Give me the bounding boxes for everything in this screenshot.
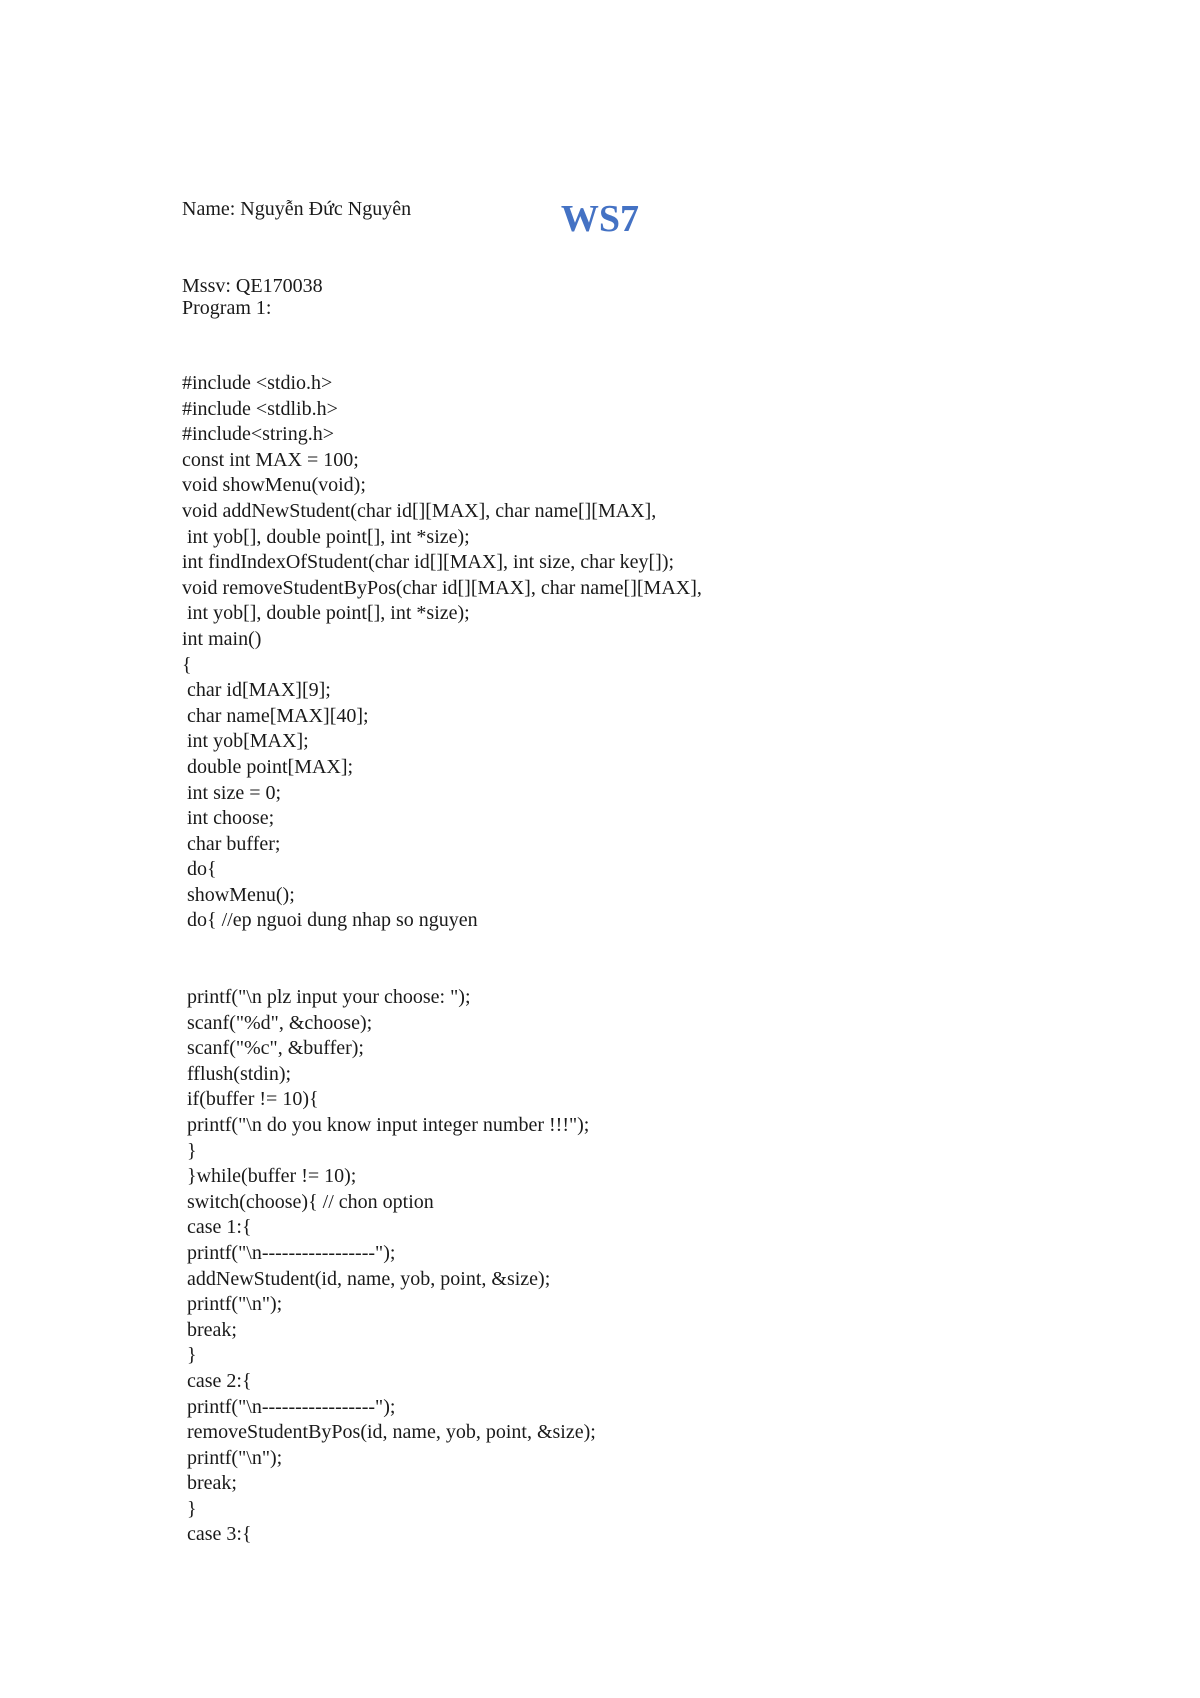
code-line: int main() (182, 627, 262, 650)
program-label: Program 1: (182, 297, 272, 319)
code-line: int yob[MAX]; (182, 730, 309, 753)
code-line: printf("\n-----------------"); (182, 1241, 396, 1264)
code-line: do{ //ep nguoi dung nhap so nguyen (182, 909, 478, 932)
code-line: scanf("%d", &choose); (182, 1011, 373, 1034)
code-line: switch(choose){ // chon option (182, 1190, 434, 1213)
code-line: #include <stdio.h> (182, 372, 333, 394)
code-line: printf("\n do you know input integer number !!!"); (182, 1113, 590, 1136)
code-line: char name[MAX][40]; (182, 704, 369, 727)
code-line: int choose; (182, 807, 275, 830)
code-line: #include<string.h> (182, 423, 334, 446)
code-block-part-2 (182, 985, 596, 1548)
student-id: Mssv: QE170038 (182, 274, 323, 297)
code-line: do{ (182, 858, 217, 881)
code-line: char buffer; (182, 832, 281, 855)
code-line: } (182, 1497, 197, 1520)
code-line: if(buffer != 10){ (182, 1088, 319, 1111)
code-block-part-1 (182, 371, 702, 934)
code-line: scanf("%c", &buffer); (182, 1037, 364, 1060)
code-line: addNewStudent(id, name, yob, point, &size); (182, 1267, 551, 1290)
code-line: case 3:{ (182, 1523, 252, 1546)
code-line: printf("\n"); (182, 1293, 283, 1316)
code-line: const int MAX = 100; (182, 448, 359, 471)
code-line: fflush(stdin); (182, 1062, 292, 1085)
code-line: double point[MAX]; (182, 755, 354, 778)
code-line: case 2:{ (182, 1369, 252, 1392)
code-line: #include <stdlib.h> (182, 397, 338, 420)
code-line: printf("\n plz input your choose: "); (182, 986, 471, 1008)
code-line: int yob[], double point[], int *size); (182, 602, 470, 625)
student-name: Name: Nguyễn Đức Nguyên (182, 198, 412, 221)
code-line: int yob[], double point[], int *size); (182, 525, 470, 548)
code-line: int size = 0; (182, 781, 282, 804)
code-line: void removeStudentByPos(char id[][MAX], char name[][MAX], (182, 576, 702, 599)
code-line: { (182, 653, 192, 676)
code-line: printf("\n"); (182, 1446, 283, 1469)
code-line: }while(buffer != 10); (182, 1165, 357, 1188)
code-line: showMenu(); (182, 883, 295, 906)
code-line: case 1:{ (182, 1216, 252, 1239)
code-line: break; (182, 1318, 237, 1341)
code-line: void showMenu(void); (182, 474, 366, 497)
code-line: void addNewStudent(char id[][MAX], char name[][MAX], (182, 499, 657, 522)
code-line: printf("\n-----------------"); (182, 1395, 396, 1418)
code-line: } (182, 1139, 197, 1162)
code-line: char id[MAX][9]; (182, 679, 331, 702)
code-line: } (182, 1344, 197, 1367)
code-line: break; (182, 1472, 237, 1495)
code-line: int findIndexOfStudent(char id[][MAX], int size, char key[]); (182, 551, 675, 574)
document-title: WS7 (560, 198, 640, 240)
code-line: removeStudentByPos(id, name, yob, point, &size); (182, 1421, 596, 1444)
